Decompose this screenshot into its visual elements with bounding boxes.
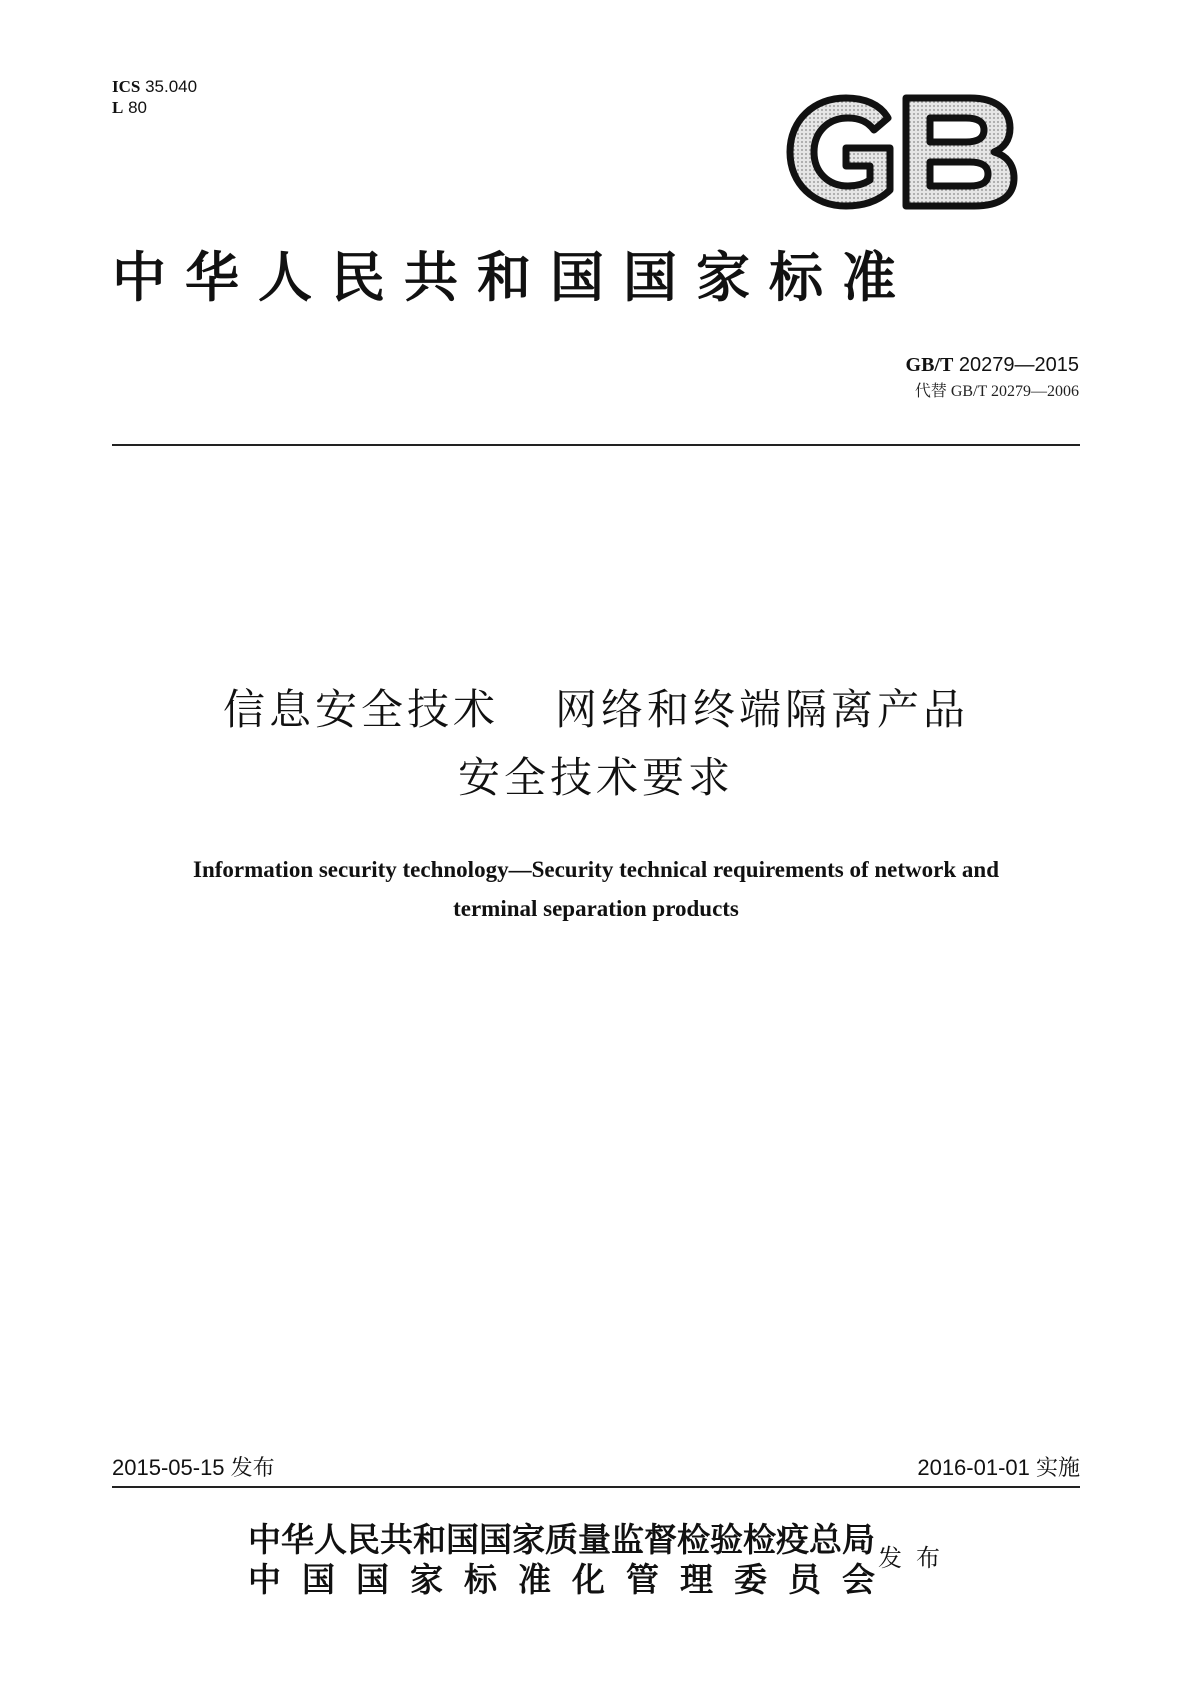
date-row (112, 1454, 1080, 1484)
standard-code: 20279—2015 (958, 354, 1079, 376)
ics-code: 35.040 (145, 77, 198, 96)
replaces-standard: 代替 GB/T 20279—2006 (914, 383, 1079, 400)
standard-number (906, 353, 1079, 377)
chinese-title-part-1: 信息安全技术 (222, 685, 499, 734)
standard-prefix: GB/T (905, 354, 954, 376)
gb-emblem-icon (780, 92, 1020, 212)
issue-action: 发布 (878, 1544, 954, 1572)
issuing-authorities (248, 1520, 896, 1600)
issue-date: 2015-05-15 发布 (112, 1455, 275, 1480)
ccs-code: 80 (128, 98, 147, 117)
header-divider (112, 444, 1080, 446)
ics-line (112, 76, 197, 97)
ccs-label: L (112, 98, 124, 117)
chinese-title-line-1 (112, 676, 1080, 744)
classification-codes (112, 76, 197, 118)
chinese-title (112, 676, 1080, 812)
chinese-title-line-2: 安全技术要求 (457, 753, 734, 802)
english-title-line-1: Information security technology—Security technical requirements of network and (193, 857, 999, 882)
english-title-line-2: terminal separation products (453, 896, 739, 921)
english-title (112, 850, 1080, 928)
implementation-date: 2016-01-01 实施 (917, 1455, 1080, 1480)
chinese-title-part-2: 网络和终端隔离产品 (555, 685, 970, 734)
issuer-line-1: 中华人民共和国国家质量监督检验检疫总局 (248, 1520, 875, 1559)
ics-label: ICS (112, 77, 141, 96)
issuer-line-2: 中国国家标准化管理委员会 (248, 1560, 896, 1599)
ccs-line (112, 97, 197, 118)
national-standard-title: 中华人民共和国国家标准 (112, 246, 915, 309)
footer-divider (112, 1486, 1080, 1488)
